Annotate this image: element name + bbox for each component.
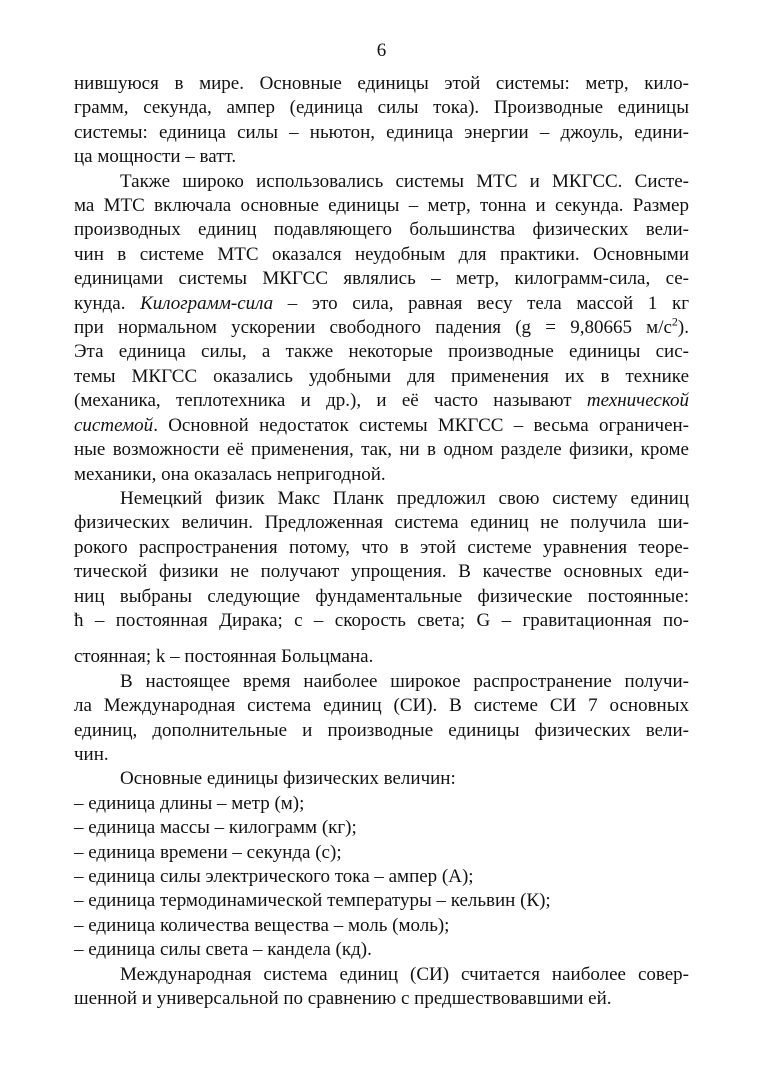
text-segment: (механика, теплотехника и др.), и её часто называют: [74, 390, 587, 412]
paragraph-planck: [74, 487, 689, 670]
text-line: единицами системы МКГСС являлись – метр, килограмм-сила, се-: [74, 268, 689, 290]
text-line: тической физики не получают упрощения. В качестве основных еди-: [74, 561, 689, 583]
paragraph-mts-mkgss: [74, 170, 689, 487]
text-line: стоянная; k – постоянная Больцмана.: [74, 646, 374, 668]
italic-term-kilogram-force: Килограмм-сила: [140, 292, 274, 314]
document-page: [74, 40, 689, 1011]
list-heading: [74, 767, 689, 791]
text-line: ные возможности её применения, так, ни в одном разделе физики, кроме: [74, 439, 689, 461]
paragraph-units-intro: [74, 72, 689, 170]
list-item: – единица длины – метр (м);: [74, 792, 305, 814]
page-number: 6: [376, 40, 387, 61]
text-line: производных единиц подавляющего большинства физических вели-: [74, 219, 689, 241]
text-line: Также широко использовались системы МТС и МКГСС. Систе-: [120, 170, 689, 192]
text-line: рокого распространения потому, что в этой системе уравнения теоре-: [74, 536, 689, 558]
italic-term-system: системой: [74, 414, 154, 436]
list-item: – единица времени – секунда (с);: [74, 841, 342, 863]
text-line: нившуюся в мире. Основные единицы этой системы: метр, кило-: [74, 73, 689, 94]
text-segment: ).: [677, 317, 689, 339]
text-segment: . Основной недостаток системы МКГСС – весьма ограничен-: [153, 414, 689, 436]
text-segment: кунда.: [74, 292, 141, 314]
text-line: механики, она оказалась непригодной.: [74, 463, 386, 485]
text-line: ħ – постоянная Дирака; с – скорость света; G – гравитационная по-: [74, 609, 689, 631]
italic-term-technical: технической: [586, 390, 689, 412]
superscript: 2: [671, 314, 678, 329]
text-line: [74, 414, 689, 438]
text-line: системы: единица силы – ньютон, единица энергии – джоуль, едини-: [74, 121, 689, 143]
text-line: [74, 316, 689, 340]
paragraph-si: [74, 670, 689, 768]
list-item: – единица силы света – кандела (кд).: [74, 939, 372, 961]
text-line: физических величин. Предложенная система единиц не получила ши-: [74, 512, 689, 534]
text-segment: – это сила, равная весу тела массой 1 кг: [273, 292, 690, 314]
text-line: единиц, дополнительные и производные единицы физических вели-: [74, 719, 689, 741]
text-line: чин в системе МТС оказался неудобным для практики. Основными: [74, 243, 689, 265]
text-line: ма МТС включала основные единицы – метр, тонна и секунда. Размер: [74, 195, 689, 217]
text-line: ла Международная система единиц (СИ). В системе СИ 7 основных: [74, 695, 689, 717]
text-line: В настоящее время наиболее широкое распространение получи-: [120, 670, 689, 692]
line-spacing: [74, 633, 689, 645]
text-segment: при нормальном ускорении свободного падения (g = 9,80665 м/с: [74, 317, 672, 339]
text-line: шенной и универсальной по сравнению с предшествовавшими ей.: [74, 988, 612, 1010]
text-line: Эта единица силы, а также некоторые производные единицы сис-: [74, 341, 689, 363]
text-line: Международная система единиц (СИ) считается наиболее совер-: [120, 963, 689, 985]
text-line: чин.: [74, 743, 109, 765]
list-item: – единица силы электрического тока – ампер (А);: [74, 866, 474, 887]
list-item: – единица количества вещества – моль (моль);: [74, 914, 450, 936]
text-line: Основные единицы физических величин:: [120, 768, 456, 790]
text-line: грамм, секунда, ампер (единица силы тока). Производные единицы: [74, 97, 689, 119]
text-line: темы МКГСС оказались удобными для применения их в технике: [74, 365, 689, 387]
list-item: – единица термодинамической температуры – кельвин (К);: [74, 890, 551, 912]
text-line: [74, 389, 689, 413]
paragraph-conclusion: [74, 963, 689, 1012]
text-line: [74, 292, 689, 316]
text-line: Немецкий физик Макс Планк предложил свою систему единиц: [120, 487, 689, 509]
list-item: – единица массы – килограмм (кг);: [74, 817, 357, 839]
text-line: ца мощности – ватт.: [74, 146, 237, 168]
text-line: ниц выбраны следующие фундаментальные физические постоянные:: [74, 585, 689, 607]
base-units-list: [74, 792, 689, 963]
